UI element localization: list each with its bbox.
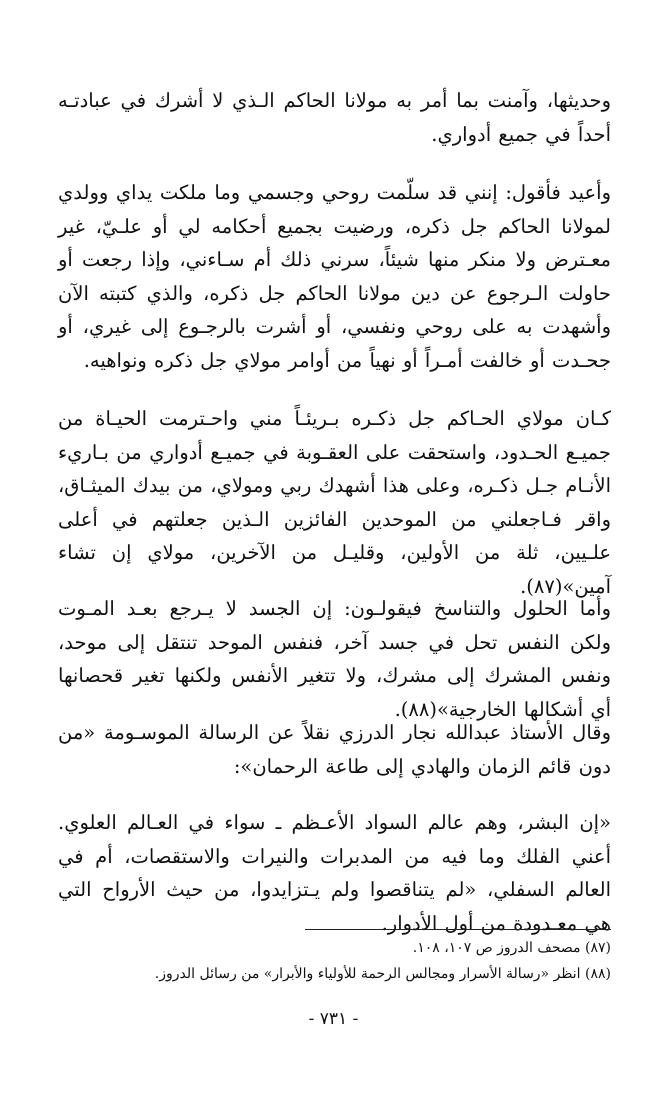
footnote-88: (٨٨) انظر «رسالة الأسرار ومجالس الرحمة للأولياء والأبرار» من رسائل الدروز.: [154, 966, 611, 982]
paragraph-text: وقال الأستاذ عبدالله نجار الدرزي نقلاً عن الرسالة الموسـومة «من دون قائم الزمان والهادي إلى طاعة الرحمان»:: [58, 721, 611, 778]
paragraph-6: [58, 806, 611, 940]
footnote-87: (٨٧) مصحف الدروز ص ١٠٧، ١٠٨.: [412, 940, 611, 956]
paragraph-text: وأعيد فأقول: إنني قد سلّمت روحي وجسمي وما ملكت يداي وولدي لمولانا الحاكم جل ذكره، ورضيت بجميع أحكامه لي أو علـيّ، غير معـترض ولا منكر منها شيئاً، سرني ذلك أم سـاءني، وإذا رجعت أو حاولت الـرجوع عن دين مولانا الحاكم جل ذكره، والذي كتبته الآن وأشهدت به على روحي ونفسي، أو أشرت بالرجـوع إلى غيري، أو جحـدت أو خالفت أمـراً أو نهياً من أوامر مولاي جل ذكره ونواهيه.: [58, 181, 611, 372]
footnote-separator: [305, 929, 611, 930]
paragraph-5: [58, 716, 611, 783]
paragraph-1: [58, 84, 611, 151]
paragraph-3: [58, 402, 611, 603]
page-number: - ٧٣١ -: [308, 1009, 359, 1029]
paragraph-4: [58, 592, 611, 726]
paragraph-2: [58, 176, 611, 377]
paragraph-text: «إن البشر، وهم عالم السواد الأعـظم ـ سواء في العـالم العلوي. أعني الفلك وما فيه من المدبرات والنيرات والاستقصات، أم في العالم السفلي، «لم يتناقصوا ولم يـتزايدوا، من حيث الأرواح التي هي معـدودة من أول الأدوار.: [58, 811, 611, 935]
paragraph-text: وحديثها، وآمنت بما أمر به مولانا الحاكم الـذي لا أشرك في عبادتـه أحداً في جميع أدواري.: [58, 89, 611, 146]
paragraph-text: كـان مولاي الحـاكم جل ذكـره بـريئـاً مني واحـترمت الحيـاة من جميـع الحـدود، واستحقت على العقـوبة في جميـع أدواري من بـاريء الأنـام جـل ذكـره، وعلى هذا أشهدك ربي ومولاي، من بيدك الميثـاق، واقر فـاجعلني من الموحدين الفائزين الـذين جعلتهم في أعلى علـيين، ثلة من الأولين، وقليـل من الآخرين، مولاي إن تشاء آمين»(٨٧).: [58, 407, 611, 598]
paragraph-text: وأما الحلول والتناسخ فيقولـون: إن الجسد لا يـرجع بعـد المـوت ولكن النفس تحل في جسد آخر، فنفس الموحد تنتقل إلى موحد، ونفس المشرك إلى مشرك، ولا تتغير الأنفس ولكنها تغير قحصانها أي أشكالها الخارجية»(٨٨).: [58, 597, 611, 721]
